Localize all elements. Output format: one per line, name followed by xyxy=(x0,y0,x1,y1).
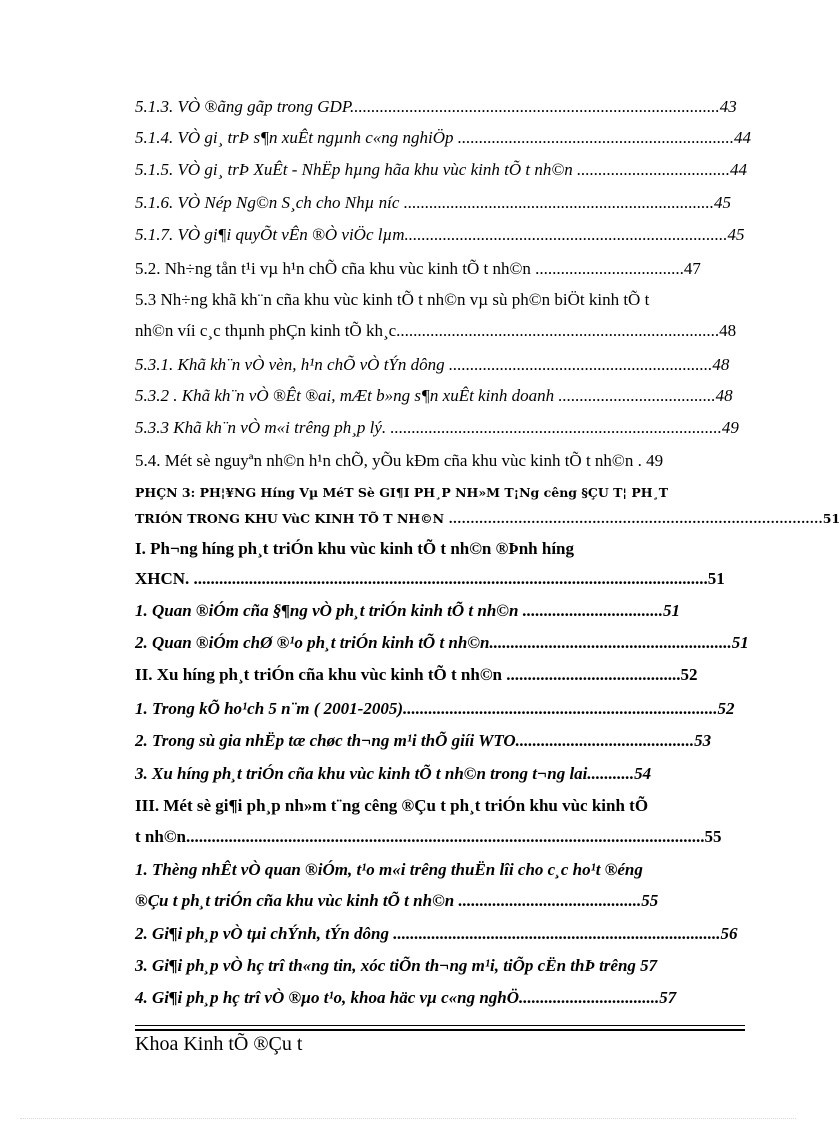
toc-entry: 5.1.5. VÒ gi¸ trÞ XuÊt - NhËp hµng hãa khu vùc kinh tÕ t nh©n ....................................44 xyxy=(135,160,747,179)
toc-entry: XHCN. .........................................................................................................................51 xyxy=(135,569,725,588)
footer-rule-thin xyxy=(135,1025,745,1026)
toc-entry: 5.3.1. Khã kh¨n vÒ vèn, h¹n chÕ vÒ tÝn dông ..............................................................48 xyxy=(135,355,730,374)
toc-entry: 5.3.2 . Khã kh¨n vÒ ®Êt ®ai, mÆt b»ng s¶n xuÊt kinh doanh .....................................48 xyxy=(135,386,733,405)
toc-entry: 1. Thèng nhÊt vÒ quan ®iÓm, t¹o m«i trêng thuËn lîi cho c¸c ho¹t ®éng xyxy=(135,860,643,879)
toc-entry: TRIÓN TRONG KHU VùC KINH TÕ T NH©N ......................................................................................51 xyxy=(135,511,840,526)
toc-entry: t nh©n..........................................................................................................................55 xyxy=(135,827,722,846)
toc-entry: I. Ph¬ng híng ph¸t triÓn khu vùc kinh tÕ t nh©n ®Þnh híng xyxy=(135,539,575,558)
toc-entry: 5.2. Nh÷ng tån t¹i vµ h¹n chÕ cña khu vùc kinh tÕ t nh©n ...................................47 xyxy=(135,259,701,278)
toc-entry: 1. Quan ®iÓm cña §¶ng vÒ ph¸t triÓn kinh tÕ t nh©n .................................51 xyxy=(135,601,680,620)
toc-entry: 5.3 Nh÷ng khã kh¨n cña khu vùc kinh tÕ t nh©n vµ sù ph©n biÖt kinh tÕ t xyxy=(135,290,650,309)
footer-text: Khoa Kinh tÕ ®Çu t xyxy=(135,1033,303,1055)
toc-entry: II. Xu híng ph¸t triÓn cña khu vùc kinh tÕ t nh©n .........................................52 xyxy=(135,665,698,684)
toc-entry: 5.1.4. VÒ gi¸ trÞ s¶n xuÊt ngµnh c«ng nghiÖp .................................................................44 xyxy=(135,128,752,147)
toc-entry: 3. Gi¶i ph¸p vÒ hç trî th«ng tin, xóc tiÕn th¬ng m¹i, tiÕp cËn thÞ trêng 57 xyxy=(135,956,658,975)
toc-entry: 5.3.3 Khã kh¨n vÒ m«i trêng ph¸p lý. ..............................................................................49 xyxy=(135,418,739,437)
toc-entry: PHÇN 3: PH¦¥NG Híng Vµ MéT Sè GI¶I PH¸P NH»M T¡Ng cêng §ÇU T¦ PH¸T xyxy=(135,485,669,500)
toc-entry: 2. Gi¶i ph¸p vÒ tµi chÝnh, tÝn dông .............................................................................56 xyxy=(135,924,738,943)
toc-entry: 5.4. Mét sè nguyªn nh©n h¹n chÕ, yÕu kÐm cña khu vùc kinh tÕ t nh©n . 49 xyxy=(135,451,664,470)
toc-entry: 2. Trong sù gia nhËp tæ chøc th¬ng m¹i thÕ giíi WTO..........................................53 xyxy=(135,731,712,750)
toc-entry: 2. Quan ®iÓm chØ ®¹o ph¸t triÓn kinh tÕ t nh©n.........................................................51 xyxy=(135,633,749,652)
toc-entry: 5.1.7. VÒ gi¶i quyÕt vÊn ®Ò viÖc lµm............................................................................45 xyxy=(135,225,745,244)
toc-entry: 1. Trong kÕ ho¹ch 5 n¨m ( 2001-2005)..........................................................................52 xyxy=(135,699,735,718)
toc-entry: 3. Xu híng ph¸t triÓn cña khu vùc kinh tÕ t nh©n trong t¬ng lai...........54 xyxy=(135,764,652,783)
toc-entry: ®Çu t ph¸t triÓn cña khu vùc kinh tÕ t nh©n ...........................................55 xyxy=(135,891,659,910)
page-edge xyxy=(20,1118,796,1119)
toc-entry: III. Mét sè gi¶i ph¸p nh»m t¨ng cêng ®Çu t ph¸t triÓn khu vùc kinh tÕ xyxy=(135,796,649,815)
toc-entry: nh©n víi c¸c thµnh phÇn kinh tÕ kh¸c............................................................................48 xyxy=(135,321,737,340)
toc-entry: 4. Gi¶i ph¸p hç trî vÒ ®µo t¹o, khoa häc vµ c«ng nghÖ.................................57 xyxy=(135,988,677,1007)
toc-entry: 5.1.6. VÒ Nép Ng©n S¸ch cho Nhµ níc .........................................................................45 xyxy=(135,193,731,212)
toc-entry: 5.1.3. VÒ ®ãng gãp trong GDP.......................................................................................43 xyxy=(135,97,737,116)
